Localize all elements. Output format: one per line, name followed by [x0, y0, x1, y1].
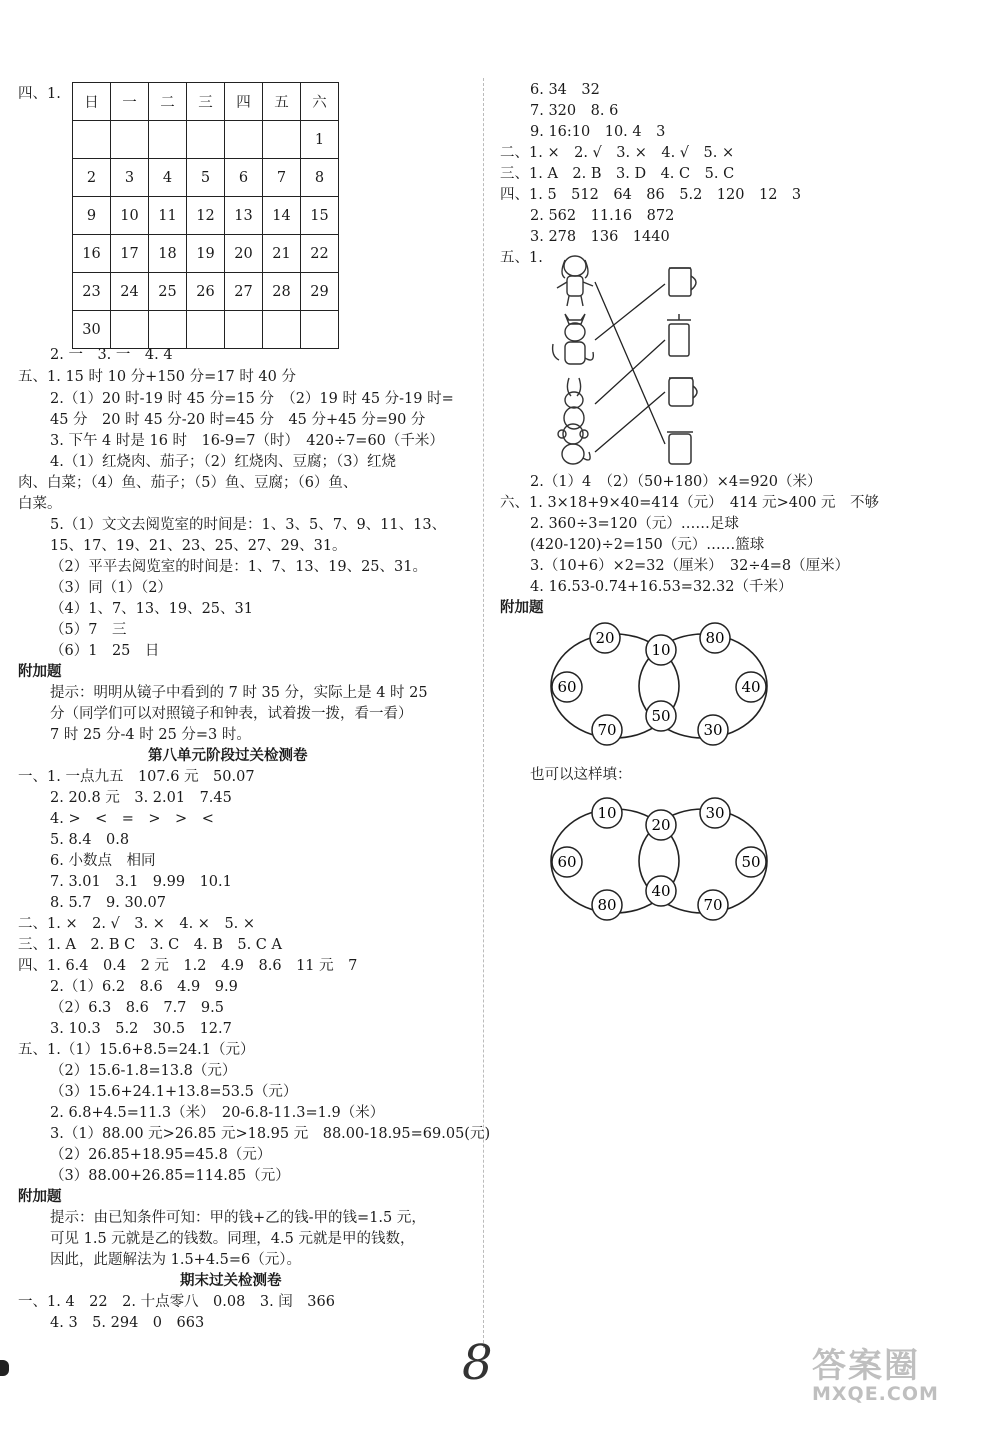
- number-node: [552, 847, 582, 877]
- calendar-cell: 11: [149, 197, 187, 235]
- answer-line: 2.（1）6.2 8.6 4.9 9.9: [50, 979, 238, 995]
- section-title: 期末过关检测卷: [180, 1272, 282, 1289]
- answer-line: 2. 562 11.16 872: [530, 208, 675, 224]
- answer-line: 5. 8.4 0.8: [50, 832, 130, 848]
- calendar-header-cell: 三: [187, 83, 225, 121]
- answer-line: 15、17、19、21、23、25、27、29、31。: [50, 538, 347, 554]
- calendar-header-cell: 六: [301, 83, 339, 121]
- svg-text:10: 10: [597, 804, 617, 822]
- svg-text:80: 80: [597, 896, 617, 914]
- watermark-url: MXQE.COM: [812, 1383, 939, 1405]
- calendar-cell: [187, 121, 225, 159]
- answer-line: 2.（1）20 时-19 时 45 分=15 分 （2）19 时 45 分-19 时=: [50, 391, 454, 407]
- calendar-cell: 18: [149, 235, 187, 273]
- number-node: [592, 715, 622, 745]
- number-node: [646, 810, 676, 840]
- answer-line: 五、1.（1）15.6+8.5=24.1（元）: [18, 1042, 255, 1058]
- answer-line: 2. 20.8 元 3. 2.01 7.45: [50, 790, 232, 806]
- answer-line: （2）15.6-1.8=13.8（元）: [50, 1063, 237, 1079]
- calendar-cell: 9: [73, 197, 111, 235]
- svg-text:30: 30: [703, 721, 723, 739]
- calendar-cell: 12: [187, 197, 225, 235]
- answer-line: 7 时 25 分-4 时 25 分=3 时。: [50, 727, 251, 743]
- answer-line: （3）15.6+24.1+13.8=53.5（元）: [50, 1084, 298, 1100]
- svg-text:60: 60: [557, 853, 577, 871]
- cup-icon: [667, 268, 697, 464]
- calendar-cell: 21: [263, 235, 301, 273]
- calendar-cell: 15: [301, 197, 339, 235]
- answer-line: 8. 5.7 9. 30.07: [50, 895, 166, 911]
- answer-line: 二、1. × 2. √ 3. × 4. √ 5. ×: [500, 145, 735, 161]
- calendar-cell: 4: [149, 159, 187, 197]
- calendar-cell: 13: [225, 197, 263, 235]
- calendar-row: [73, 311, 339, 349]
- calendar-cell: 27: [225, 273, 263, 311]
- number-node: [592, 798, 622, 828]
- rabbit-icon: [564, 378, 584, 429]
- answer-line: 4.（1）红烧肉、茄子；（2）红烧肉、豆腐；（3）红烧: [50, 454, 397, 470]
- section-title: 第八单元阶段过关检测卷: [148, 747, 308, 764]
- page-edge-mark: [0, 1360, 9, 1376]
- calendar-row: [73, 235, 339, 273]
- calendar-cell: 14: [263, 197, 301, 235]
- calendar-cell: 30: [73, 311, 111, 349]
- calendar-cell: 10: [111, 197, 149, 235]
- answer-line: 4. > < = > > <: [50, 811, 214, 827]
- circle-puzzle-1: [545, 618, 775, 753]
- answer-line: （3）88.00+26.85=114.85（元）: [50, 1168, 290, 1184]
- svg-text:30: 30: [705, 804, 725, 822]
- calendar-cell: 8: [301, 159, 339, 197]
- answer-line: 一、1. 一点九五 107.6 元 50.07: [18, 769, 255, 785]
- calendar-cell: 2: [73, 159, 111, 197]
- page-number: 8: [462, 1335, 493, 1391]
- calendar-cell: 24: [111, 273, 149, 311]
- calendar-cell: 6: [225, 159, 263, 197]
- calendar-cell: 25: [149, 273, 187, 311]
- answer-line: 3. 278 136 1440: [530, 229, 670, 245]
- number-node: [698, 890, 728, 920]
- calendar-cell: 23: [73, 273, 111, 311]
- section-heading: 附加题: [18, 663, 62, 680]
- answer-line: 3.（1）88.00 元>26.85 元>18.95 元 88.00-18.95=69.05(元): [50, 1126, 491, 1142]
- calendar-cell: [301, 311, 339, 349]
- answer-line: 因此，此题解法为 1.5+4.5=6（元）。: [50, 1252, 302, 1268]
- circle-puzzle-2: [545, 793, 775, 928]
- calendar-cell: [149, 311, 187, 349]
- number-node: [590, 623, 620, 653]
- calendar-header-cell: 二: [149, 83, 187, 121]
- svg-text:80: 80: [705, 629, 725, 647]
- section-heading: 附加题: [18, 1188, 62, 1205]
- svg-text:10: 10: [651, 641, 671, 659]
- number-node: [646, 701, 676, 731]
- answer-line: （4）1、7、13、19、25、31: [50, 601, 253, 617]
- svg-text:50: 50: [651, 707, 671, 725]
- calendar-header-cell: 五: [263, 83, 301, 121]
- answer-line: （5）7 三: [50, 622, 127, 638]
- answer-line: 7. 3.01 3.1 9.99 10.1: [50, 874, 232, 890]
- calendar-header-cell: 日: [73, 83, 111, 121]
- calendar-header-row: [73, 83, 339, 121]
- calendar-cell: [111, 121, 149, 159]
- number-node: [646, 876, 676, 906]
- calendar-cell: [263, 311, 301, 349]
- svg-text:40: 40: [651, 882, 671, 900]
- answer-line: 2. 360÷3=120（元）……足球: [530, 516, 739, 532]
- svg-text:50: 50: [741, 853, 761, 871]
- calendar-cell: [187, 311, 225, 349]
- calendar-cell: [111, 311, 149, 349]
- calendar-header-cell: 四: [225, 83, 263, 121]
- answer-line: 五、1. 15 时 10 分+150 分=17 时 40 分: [18, 369, 296, 385]
- calendar-cell: 1: [301, 121, 339, 159]
- answer-line: 四、1. 6.4 0.4 2 元 1.2 4.9 8.6 11 元 7: [18, 958, 358, 974]
- answer-line: 3. 下午 4 时是 16 时 16-9=7（时） 420÷7=60（千米）: [50, 433, 444, 449]
- calendar-cell: 28: [263, 273, 301, 311]
- column-divider: [483, 78, 484, 1348]
- calendar-cell: 16: [73, 235, 111, 273]
- answer-line: 4. 16.53-0.74+16.53=32.32（千米）: [530, 579, 793, 595]
- calendar-row: [73, 273, 339, 311]
- dog-icon: [557, 256, 593, 306]
- answer-line: （2）26.85+18.95=45.8（元）: [50, 1147, 272, 1163]
- section-heading: 附加题: [500, 599, 544, 616]
- calendar-cell: 29: [301, 273, 339, 311]
- answer-line: 5.（1）文文去阅览室的时间是：1、3、5、7、9、11、13、: [50, 517, 447, 533]
- calendar-row: [73, 159, 339, 197]
- calendar-cell: [225, 311, 263, 349]
- answer-line: 6. 小数点 相同: [50, 853, 156, 869]
- answer-line: 6. 34 32: [530, 82, 600, 98]
- calendar-cell: [73, 121, 111, 159]
- number-node: [700, 623, 730, 653]
- answer-line: (420-120)÷2=150（元）……篮球: [530, 537, 765, 553]
- calendar-cell: 17: [111, 235, 149, 273]
- calendar-cell: 3: [111, 159, 149, 197]
- number-node: [736, 672, 766, 702]
- section-label: 四、1.: [18, 86, 61, 102]
- answer-line: 3.（10+6）×2=32（厘米） 32÷4=8（厘米）: [530, 558, 850, 574]
- answer-line: 五、1.: [500, 250, 543, 266]
- calendar-cell: 20: [225, 235, 263, 273]
- answer-line: 三、1. A 2. B C 3. C 4. B 5. C A: [18, 937, 282, 953]
- answer-line: 六、1. 3×18+9×40=414（元） 414 元>400 元 不够: [500, 495, 880, 511]
- answer-line: 一、1. 4 22 2. 十点零八 0.08 3. 闰 366: [18, 1294, 335, 1310]
- answer-line: 2. 6.8+4.5=11.3（米） 20-6.8-11.3=1.9（米）: [50, 1105, 385, 1121]
- monkey-icon: [558, 424, 590, 464]
- matching-lines: [595, 282, 665, 452]
- answer-line: 分（同学们可以对照镜子和钟表，试着拨一拨，看一看）: [50, 706, 413, 722]
- number-node: [646, 635, 676, 665]
- answer-line: 提示：由已知条件可知：甲的钱+乙的钱-甲的钱=1.5 元，: [50, 1210, 426, 1226]
- calendar-cell: 7: [263, 159, 301, 197]
- fox-icon: [553, 314, 594, 364]
- answer-line: 9. 16:10 10. 4 3: [530, 124, 666, 140]
- number-node: [700, 798, 730, 828]
- watermark-logo: [812, 1338, 939, 1405]
- calendar-cell: 26: [187, 273, 225, 311]
- svg-text:60: 60: [557, 678, 577, 696]
- svg-text:20: 20: [651, 816, 671, 834]
- answer-line: （2）6.3 8.6 7.7 9.5: [50, 1000, 224, 1016]
- calendar-cell: 19: [187, 235, 225, 273]
- answer-line: 也可以这样填：: [530, 767, 632, 783]
- answer-line: 2.（1）4 （2）（50+180）×4=920（米）: [530, 474, 822, 490]
- calendar-table: [72, 82, 339, 349]
- calendar-cell: [225, 121, 263, 159]
- answer-line: （6）1 25 日: [50, 643, 160, 659]
- number-node: [698, 715, 728, 745]
- calendar-cell: [263, 121, 301, 159]
- svg-text:40: 40: [741, 678, 761, 696]
- calendar-header-cell: 一: [111, 83, 149, 121]
- answer-line: 3. 10.3 5.2 30.5 12.7: [50, 1021, 232, 1037]
- answer-line: 四、1. 5 512 64 86 5.2 120 12 3: [500, 187, 802, 203]
- answer-line: （3）同（1）（2）: [50, 580, 172, 596]
- answer-line: 二、1. × 2. √ 3. × 4. × 5. ×: [18, 916, 256, 932]
- calendar-row: [73, 121, 339, 159]
- answer-line: 可见 1.5 元就是乙的钱数。同理，4.5 元就是甲的钱数，: [50, 1231, 415, 1247]
- calendar-row: [73, 197, 339, 235]
- answer-line: 白菜。: [18, 496, 62, 512]
- calendar-cell: 5: [187, 159, 225, 197]
- number-node: [736, 847, 766, 877]
- calendar-cell: [149, 121, 187, 159]
- number-node: [552, 672, 582, 702]
- svg-text:20: 20: [595, 629, 615, 647]
- matching-illustration: [545, 248, 715, 470]
- answer-line: 45 分 20 时 45 分-20 时=45 分 45 分+45 分=90 分: [50, 412, 426, 428]
- answer-line: 4. 3 5. 294 0 663: [50, 1315, 205, 1331]
- answer-line: 提示：明明从镜子中看到的 7 时 35 分，实际上是 4 时 25: [50, 685, 428, 701]
- svg-text:70: 70: [703, 896, 723, 914]
- calendar-cell: 22: [301, 235, 339, 273]
- answer-line: 7. 320 8. 6: [530, 103, 619, 119]
- answer-line: 三、1. A 2. B 3. D 4. C 5. C: [500, 166, 735, 182]
- answer-line: （2）平平去阅览室的时间是：1、7、13、19、25、31。: [50, 559, 427, 575]
- answer-line: 2. 一 3. 一 4. 4: [50, 347, 173, 363]
- answer-line: 肉、白菜；（4）鱼、茄子；（5）鱼、豆腐；（6）鱼、: [18, 475, 358, 491]
- svg-text:70: 70: [597, 721, 617, 739]
- watermark-text: 答案圈: [812, 1346, 920, 1386]
- number-node: [592, 890, 622, 920]
